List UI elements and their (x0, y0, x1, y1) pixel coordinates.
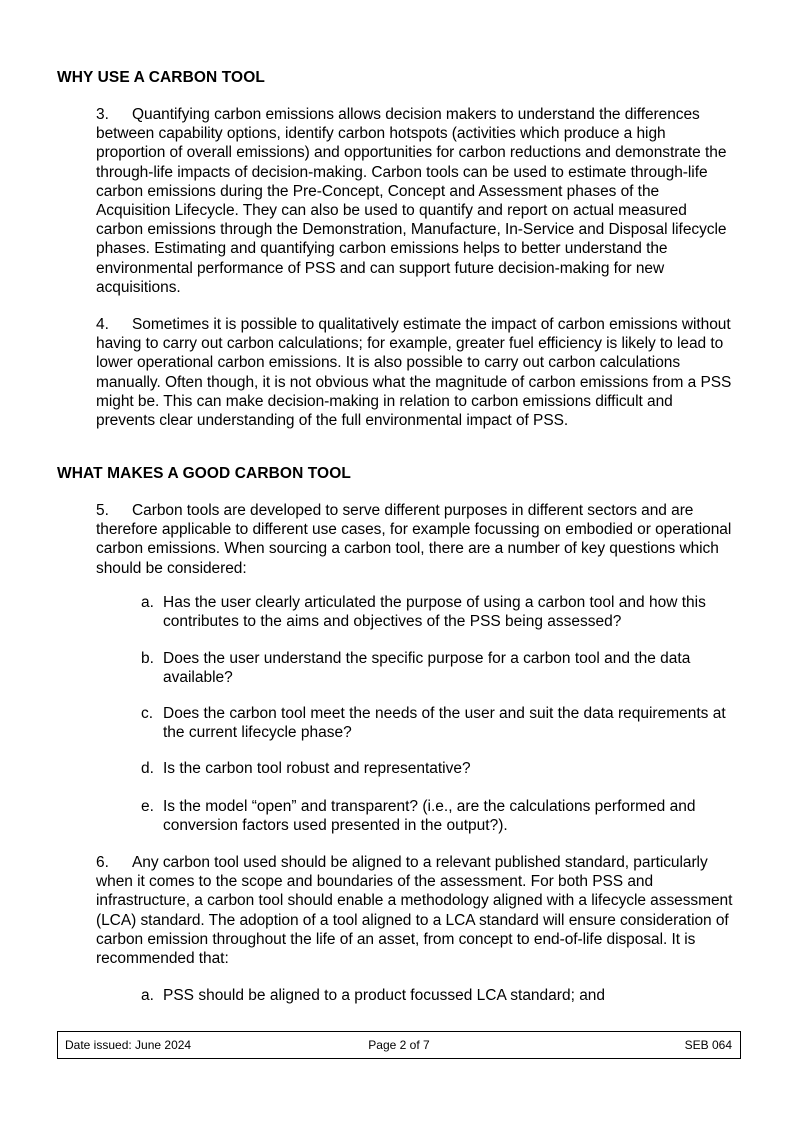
paragraph-number: 5. (96, 502, 109, 519)
paragraph-4 (96, 315, 736, 430)
list-item (141, 759, 741, 778)
paragraph-number: 6. (96, 854, 109, 871)
list-text: Is the carbon tool robust and representative? (163, 760, 471, 777)
list-item (141, 797, 741, 835)
list-item (141, 704, 741, 742)
paragraph-number: 3. (96, 106, 109, 123)
list-letter: b. (141, 650, 154, 667)
list-text: Is the model “open” and transparent? (i.e., are the calculations performed and conversion factors used presented in the output?). (163, 798, 696, 835)
list-text: Does the carbon tool meet the needs of the user and suit the data requirements at the current lifecycle phase? (163, 705, 726, 742)
footer-date: Date issued: June 2024 (65, 1038, 192, 1052)
list-text: Has the user clearly articulated the purpose of using a carbon tool and how this contributes to the aims and objectives of the PSS being assessed? (163, 594, 706, 631)
list-letter: e. (141, 798, 154, 815)
paragraph-text: Carbon tools are developed to serve different purposes in different sectors and are therefore applicable to different use cases, for example focussing on embodied or operational carbon emissions. When sourcing a carbon tool, there are a number of key questions which should be considered: (96, 502, 732, 577)
section-heading-why: WHY USE A CARBON TOOL (57, 69, 265, 86)
list-letter: a. (141, 987, 154, 1004)
paragraph-5 (96, 501, 736, 578)
footer-reference: SEB 064 (684, 1038, 732, 1052)
paragraph-3 (96, 105, 736, 297)
paragraph-text: Quantifying carbon emissions allows decision makers to understand the differences between capability options, identify carbon hotspots (activities which produce a high proportion of overall emissions) and opportunities for carbon reductions and demonstrate the through-life impacts of decision-making. Carbon tools can be used to estimate through-life carbon emissions during the Pre-Concept, Concept and Assessment phases of the Acquisition Lifecycle. They can also be used to quantify and report on actual measured carbon emissions through the Demonstration, Manufacture, In-Service and Disposal lifecycle phases. Estimating and quantifying carbon emissions helps to better understand the environmental performance of PSS and can support future decision-making for new acquisitions. (96, 106, 727, 296)
list-item (141, 649, 741, 687)
list-letter: d. (141, 760, 154, 777)
paragraph-text: Sometimes it is possible to qualitatively estimate the impact of carbon emissions without having to carry out carbon calculations; for example, greater fuel efficiency is likely to lead to lower operational carbon emissions. It is also possible to carry out carbon calculations manually. Often though, it is not obvious what the magnitude of carbon emissions from a PSS might be. This can make decision-making in relation to carbon emissions difficult and prevents clear understanding of the full environmental impact of PSS. (96, 316, 732, 430)
list-letter: c. (141, 705, 154, 722)
list-text: Does the user understand the specific purpose for a carbon tool and the data available? (163, 650, 691, 687)
list-item (141, 593, 741, 631)
list-item (141, 986, 741, 1005)
list-text: PSS should be aligned to a product focussed LCA standard; and (163, 987, 606, 1004)
paragraph-number: 4. (96, 316, 109, 333)
page-footer (57, 1031, 741, 1059)
paragraph-6 (96, 853, 736, 968)
list-letter: a. (141, 594, 154, 611)
section-heading-what: WHAT MAKES A GOOD CARBON TOOL (57, 465, 351, 482)
footer-page-number: Page 2 of 7 (368, 1038, 430, 1052)
paragraph-text: Any carbon tool used should be aligned to a relevant published standard, particularly when it comes to the scope and boundaries of the assessment. For both PSS and infrastructure, a carbon tool should enable a methodology aligned with a lifecycle assessment (LCA) standard. The adoption of a tool aligned to a LCA standard will ensure consideration of carbon emission throughout the life of an asset, from concept to end-of-life disposal. It is recommended that: (96, 854, 733, 968)
